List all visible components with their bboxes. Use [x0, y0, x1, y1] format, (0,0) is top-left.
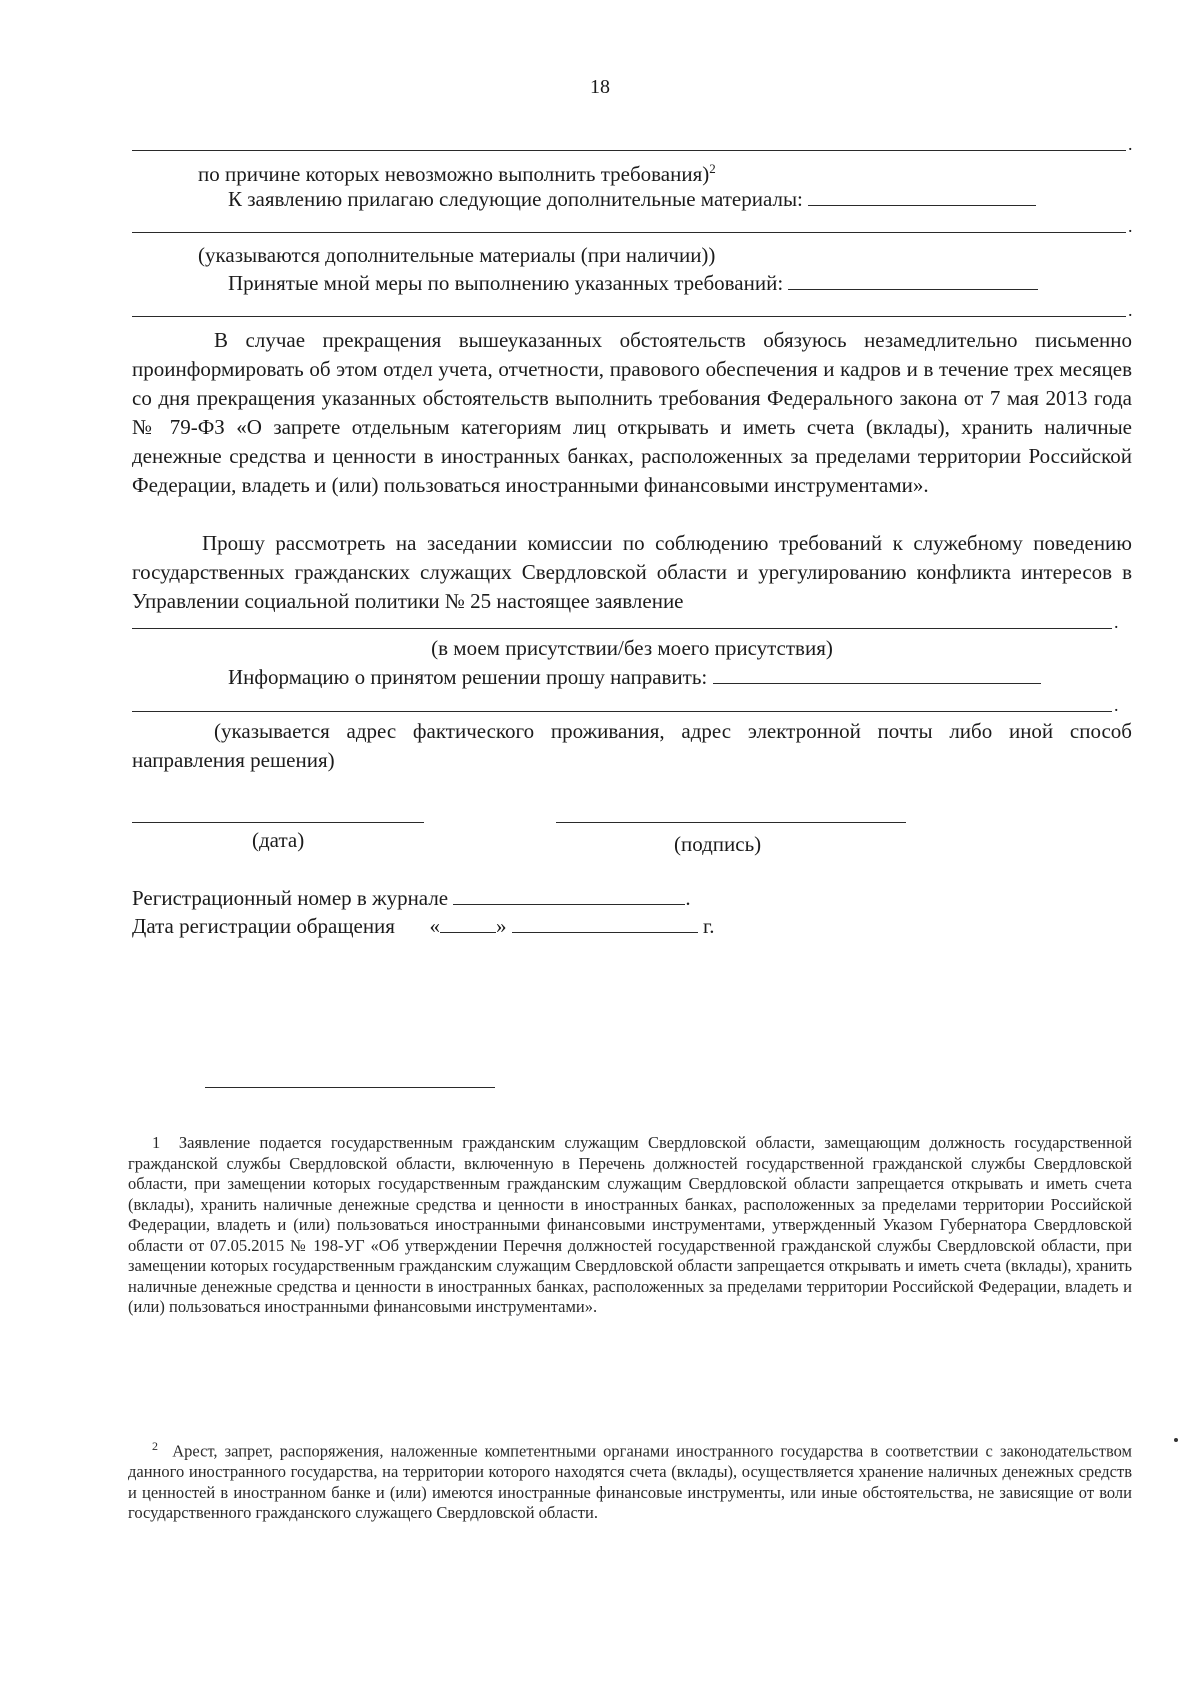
- reg-date-close-quote: »: [495, 914, 507, 938]
- footnote-2-mark: 2: [152, 1439, 158, 1453]
- measures-blank[interactable]: [788, 269, 1038, 290]
- line-end-dot: .: [1128, 300, 1133, 320]
- reg-date-line: [132, 911, 714, 941]
- page-number: 18: [590, 76, 610, 98]
- info-label: Информацию о принятом решении прошу направить:: [228, 665, 708, 689]
- line-end-dot: .: [1114, 695, 1119, 715]
- footnote-2-text: Арест, запрет, распоряжения, наложенные компетентными органами иностранного государства в соответствии с законодательством данного иностранного государства, на территории которого находятся счета (вклады), осуществляется хранение наличных денежных средств и ценностей в иностранном банке и (или) имеются иностранные финансовые инструменты, или иные обстоятельства, не зависящие от воли государственного гражданского служащего Свердловской области.: [128, 1441, 1133, 1522]
- reg-date-year-suffix: г.: [702, 914, 715, 938]
- info-blank[interactable]: [713, 663, 1041, 684]
- obligation-paragraph: В случае прекращения вышеуказанных обстоятельств обязуюсь незамедлительно письменно проинформировать об этом отдел учета, отчетности, правового обеспечения и кадров и в течение трех месяцев со дня прекращения указанных обстоятельств выполнить требования Федерального закона от 7 мая 2013 года № 79-ФЗ «О запрете отдельным категориям лиц открывать и иметь счета (вклады), хранить наличные денежные средства и ценности в иностранных банках, расположенных за пределами территории Российской Федерации, владеть и (или) пользоваться иностранными финансовыми инструментами».: [132, 328, 1132, 497]
- fill-line: [132, 232, 1126, 233]
- footnote-separator: [205, 1087, 495, 1088]
- reasons-text: по причине которых невозможно выполнить требования): [198, 162, 710, 186]
- footnote-1: [128, 1133, 1132, 1318]
- signature-label: (подпись): [674, 832, 762, 856]
- date-label: (дата): [252, 828, 305, 852]
- reg-day-blank[interactable]: [440, 912, 496, 933]
- scan-speck: [1174, 1438, 1178, 1442]
- signature-line[interactable]: [556, 822, 906, 823]
- fill-line: [132, 150, 1126, 151]
- line-end-dot: .: [1128, 134, 1133, 154]
- line-end-dot: .: [1128, 216, 1133, 236]
- line-end-dot: .: [1114, 612, 1119, 632]
- footnote-1-text: Заявление подается государственным гражданским служащим Свердловской области, замещающим должность государственной гражданской службы Свердловской области, включенную в Перечень должностей государственной гражданской службы Свердловской области, при замещении которых государственным гражданским служащим Свердловской области запрещается открывать и иметь счета (вклады), хранить наличные денежные средства и ценности в иностранных банках, расположенных за пределами территории Российской Федерации, владеть и (или) пользоваться иностранными финансовыми инструментами, утвержденный Указом Губернатора Свердловской области от 07.05.2015 № 198-УГ «Об утверждении Перечня должностей государственной гражданской службы Свердловской области, при замещении которых государственным гражданским служащим Свердловской области запрещается открывать и иметь счета (вклады), хранить наличные денежные средства и ценности в иностранных банках, расположенных за пределами территории Российской Федерации, владеть и (или) пользоваться иностранными финансовыми инструментами».: [128, 1133, 1132, 1316]
- reg-number-blank[interactable]: [453, 884, 685, 905]
- measures-label: Принятые мной меры по выполнению указанных требований:: [228, 271, 784, 295]
- reg-number-label: Регистрационный номер в журнале: [132, 886, 449, 910]
- address-hint-paragraph: (указывается адрес фактического проживания, адрес электронной почты либо иной способ направления решения): [132, 719, 1132, 772]
- measures-line: [228, 268, 1038, 298]
- request-paragraph: Прошу рассмотреть на заседании комиссии по соблюдению требований к служебному поведению государственных гражданских служащих Свердловской области и урегулированию конфликта интересов в Управлении социальной политики № 25 настоящее заявление: [132, 531, 1132, 613]
- reg-date-label: Дата регистрации обращения: [132, 914, 395, 938]
- footnote-ref-2: 2: [709, 161, 716, 176]
- attach-line: [228, 184, 1036, 214]
- info-line: [228, 662, 1041, 692]
- fill-line: [132, 628, 1112, 629]
- footnote-1-mark: 1: [152, 1133, 161, 1152]
- fill-line: [132, 316, 1126, 317]
- reg-number-line: Регистрационный номер в журнале .: [132, 886, 691, 910]
- reg-date-open-quote: «: [429, 914, 440, 938]
- attach-blank[interactable]: [808, 185, 1036, 206]
- attach-hint: (указываются дополнительные материалы (при наличии)): [198, 243, 716, 267]
- fill-line: [132, 711, 1112, 712]
- reg-month-blank[interactable]: [512, 912, 698, 933]
- attach-label: К заявлению прилагаю следующие дополнительные материалы:: [228, 187, 803, 211]
- date-line[interactable]: [132, 822, 424, 823]
- presence-hint: (в моем присутствии/без моего присутствия): [431, 636, 833, 660]
- footnote-2: [128, 1436, 1132, 1524]
